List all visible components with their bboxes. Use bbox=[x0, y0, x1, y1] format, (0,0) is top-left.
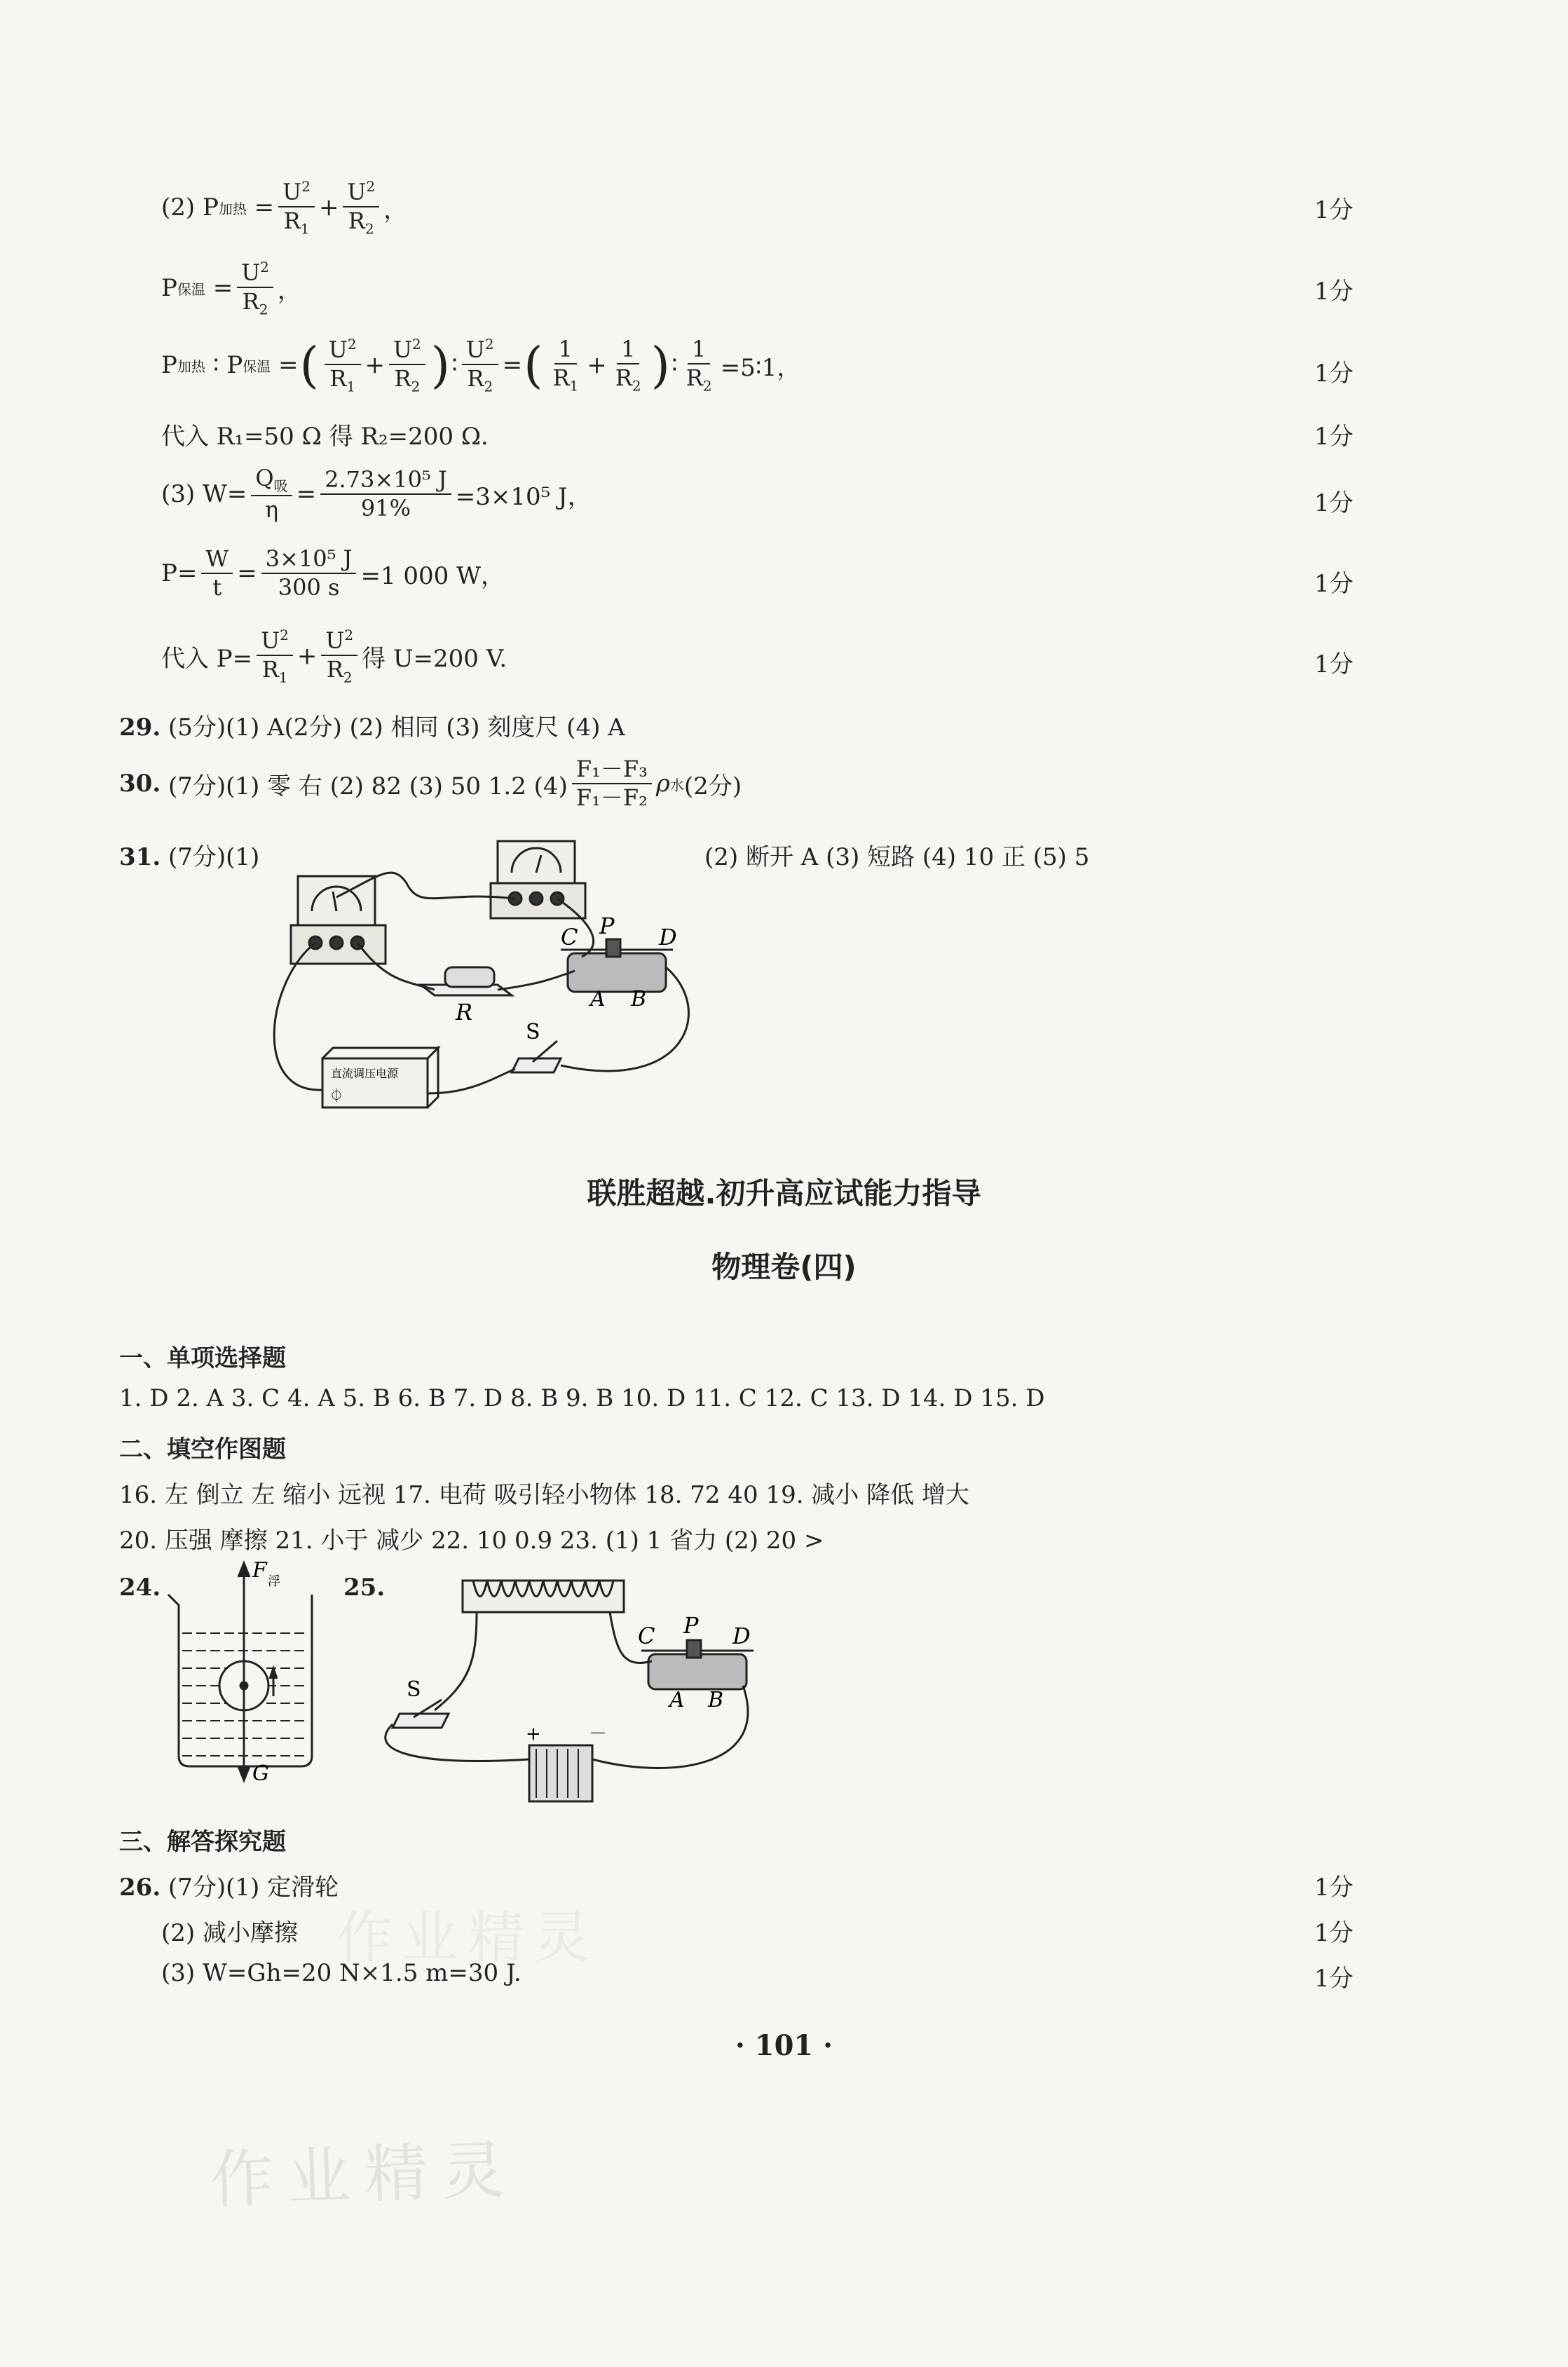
label-c: C bbox=[638, 1623, 655, 1649]
q: Q bbox=[255, 465, 274, 491]
sub: 加热 bbox=[177, 357, 205, 375]
den: 91% bbox=[360, 495, 411, 522]
den: t bbox=[212, 574, 222, 601]
q26-line-2: (2) 减小摩擦 bbox=[161, 1919, 298, 1947]
label-a: A bbox=[590, 987, 606, 1011]
page-subtitle: 物理卷(四) bbox=[711, 1250, 857, 1284]
q24-number: 24. bbox=[119, 1574, 161, 1602]
fraction bbox=[261, 547, 357, 600]
watermark: 作业精灵 bbox=[209, 2133, 520, 2218]
formula-line-6: P= $\frac{W}{t}$ = $\frac{\text{3×10⁵ J}}{300 s}$ =1 000 W， bbox=[161, 545, 505, 601]
fraction: $\frac{U^2}{R_2}$ bbox=[343, 179, 379, 236]
section-2-row-1: 16. 左 倒立 左 缩小 远视 17. 电荷 吸引轻小物体 18. 72 40 19. 减小 降低 增大 bbox=[119, 1481, 969, 1509]
section-1-answers: 1. D 2. A 3. C 4. A 5. B 6. B 7. D 8. B 9. B 10. D 11. C 12. C 13. D 14. D 15. D bbox=[119, 1384, 1045, 1412]
sub: 保温 bbox=[243, 357, 271, 375]
q26-line-3: (3) W=Gh=20 N×1.5 m=30 J. bbox=[161, 1959, 521, 1987]
page-title: 联胜超越.初升高应试能力指导 bbox=[587, 1176, 981, 1210]
plus: + bbox=[526, 1724, 541, 1745]
answer-text: (7分)(1) 零 右 (2) 82 (3) 50 1.2 (4) bbox=[168, 772, 568, 800]
score-7: 1分 bbox=[1314, 650, 1354, 678]
formula-line-5: (3) W= $\frac{Q_吸}{\eta}$ = $\frac{\text{2.73×10⁵ J}}{91\%}$ =3×10⁵ J， bbox=[161, 465, 592, 524]
section-2-title: 二、填空作图题 bbox=[119, 1435, 286, 1464]
formula-line-3: P 加热 ∶ P 保温 = ( $\frac{U^2}{R_1}$ + $\frac{U^2}{R_2}$ ) ∶ $\frac{U^2}{R_2}$ = ( $\frac{1}{R_1}$ + $\frac{1}{R_2}$ ) ∶ $\frac{1}{R_2}$ =5∶1， bbox=[161, 335, 801, 395]
label-r: R bbox=[456, 999, 473, 1025]
label: (3) W= bbox=[161, 480, 247, 509]
sub: 吸 bbox=[273, 477, 288, 495]
tail: ， bbox=[383, 196, 408, 224]
circuit-diagram-1 bbox=[266, 827, 701, 1121]
score-6: 1分 bbox=[1314, 570, 1354, 598]
fraction bbox=[201, 547, 233, 600]
q31 bbox=[119, 838, 259, 872]
score-4: 1分 bbox=[1314, 423, 1354, 451]
page-number: · 101 · bbox=[735, 2029, 833, 2062]
supply-symbol: ⏀ bbox=[329, 1087, 343, 1104]
formula-line-1: (2) P 加热 = $\frac{U^2}{R_1}$ + $\frac{U^2}{R_2}$ ， bbox=[161, 178, 408, 238]
section-1-title: 一、单项选择题 bbox=[119, 1344, 286, 1372]
label: 代入 P= bbox=[161, 644, 253, 673]
answer-text: (7分)(1) bbox=[168, 843, 260, 871]
sub: 保温 bbox=[177, 280, 205, 298]
score-2: 1分 bbox=[1314, 278, 1354, 306]
q25-number: 25. bbox=[343, 1574, 386, 1602]
label: (2) P bbox=[161, 193, 219, 222]
q26-score-1: 1分 bbox=[1314, 1874, 1354, 1902]
label-d: D bbox=[659, 924, 677, 950]
label: P bbox=[161, 274, 177, 303]
score-1: 1分 bbox=[1314, 196, 1354, 224]
supply-label: 直流调压电源 bbox=[331, 1067, 399, 1080]
num: W bbox=[201, 547, 233, 574]
score-5: 1分 bbox=[1314, 489, 1354, 517]
result: =5∶1， bbox=[720, 353, 801, 382]
tail: (2分) bbox=[683, 772, 742, 800]
result: =1 000 W， bbox=[360, 561, 505, 590]
question-number: 31. bbox=[119, 843, 161, 871]
label-d: D bbox=[732, 1623, 751, 1649]
fraction: $\frac{U^2}{R_1}$ bbox=[278, 179, 315, 236]
label-c: C bbox=[561, 924, 578, 950]
label-b: B bbox=[708, 1688, 724, 1712]
label-b: B bbox=[631, 987, 647, 1011]
fraction bbox=[251, 466, 292, 523]
score-3: 1分 bbox=[1314, 360, 1354, 388]
g-label: G bbox=[252, 1761, 269, 1786]
num: 3×10⁵ J bbox=[261, 547, 357, 574]
formula-line-2: P 保温 = $\frac{U^2}{R_2}$ ， bbox=[161, 259, 301, 318]
num: 2.73×10⁵ J bbox=[320, 468, 451, 495]
result: =3×10⁵ J， bbox=[455, 482, 592, 511]
num: F₁－F₃ bbox=[572, 757, 652, 784]
label-p: P bbox=[683, 1612, 699, 1639]
q26-score-3: 1分 bbox=[1314, 1965, 1354, 1993]
f-label: F bbox=[252, 1558, 267, 1583]
fraction bbox=[572, 757, 652, 810]
rho: ρ bbox=[655, 770, 670, 798]
q26-line-1 bbox=[119, 1868, 339, 1902]
answer-text: (5分)(1) A(2分) (2) 相同 (3) 刻度尺 (4) A bbox=[168, 714, 625, 742]
result: 得 U=200 V. bbox=[362, 644, 507, 673]
sub: 水 bbox=[669, 776, 684, 793]
fraction: $\frac{U^2}{R_2}$ bbox=[237, 259, 273, 317]
label-s: S bbox=[526, 1020, 540, 1044]
q31-right: (2) 断开 A (3) 短路 (4) 10 正 (5) 5 bbox=[704, 843, 1090, 871]
label-s: S bbox=[407, 1677, 421, 1702]
formula-line-7: 代入 P= $\frac{U^2}{R_1}$ + $\frac{U^2}{R_2}$ 得 U=200 V. bbox=[161, 627, 507, 686]
q30 bbox=[119, 757, 742, 810]
section-2-row-2: 20. 压强 摩擦 21. 小于 减少 22. 10 0.9 23. (1) 1 省力 (2) 20 > bbox=[119, 1527, 824, 1555]
q25-diagram bbox=[379, 1556, 771, 1808]
watermark-faint: 作业精灵 bbox=[336, 1905, 600, 1970]
question-number: 26. bbox=[119, 1874, 161, 1902]
q26-score-2: 1分 bbox=[1314, 1919, 1354, 1947]
tail: ， bbox=[277, 276, 301, 305]
eta: η bbox=[264, 496, 279, 524]
fraction bbox=[320, 468, 451, 521]
q24-diagram bbox=[154, 1556, 336, 1787]
question-number: 29. bbox=[119, 714, 161, 742]
f-sub: 浮 bbox=[268, 1574, 280, 1589]
label-a: A bbox=[669, 1688, 685, 1712]
question-number: 30. bbox=[119, 770, 161, 798]
minus: － bbox=[589, 1724, 608, 1745]
label: P= bbox=[161, 559, 198, 588]
den: 300 s bbox=[278, 574, 340, 601]
sub: 加热 bbox=[218, 200, 247, 217]
den: F₁－F₂ bbox=[575, 784, 648, 812]
label-p: P bbox=[599, 913, 615, 939]
formula-line-4: 代入 R₁=50 Ω 得 R₂=200 Ω. bbox=[161, 423, 489, 451]
q29 bbox=[119, 708, 625, 742]
answer-text: (7分)(1) 定滑轮 bbox=[168, 1874, 339, 1902]
section-3-title: 三、解答探究题 bbox=[119, 1828, 286, 1856]
